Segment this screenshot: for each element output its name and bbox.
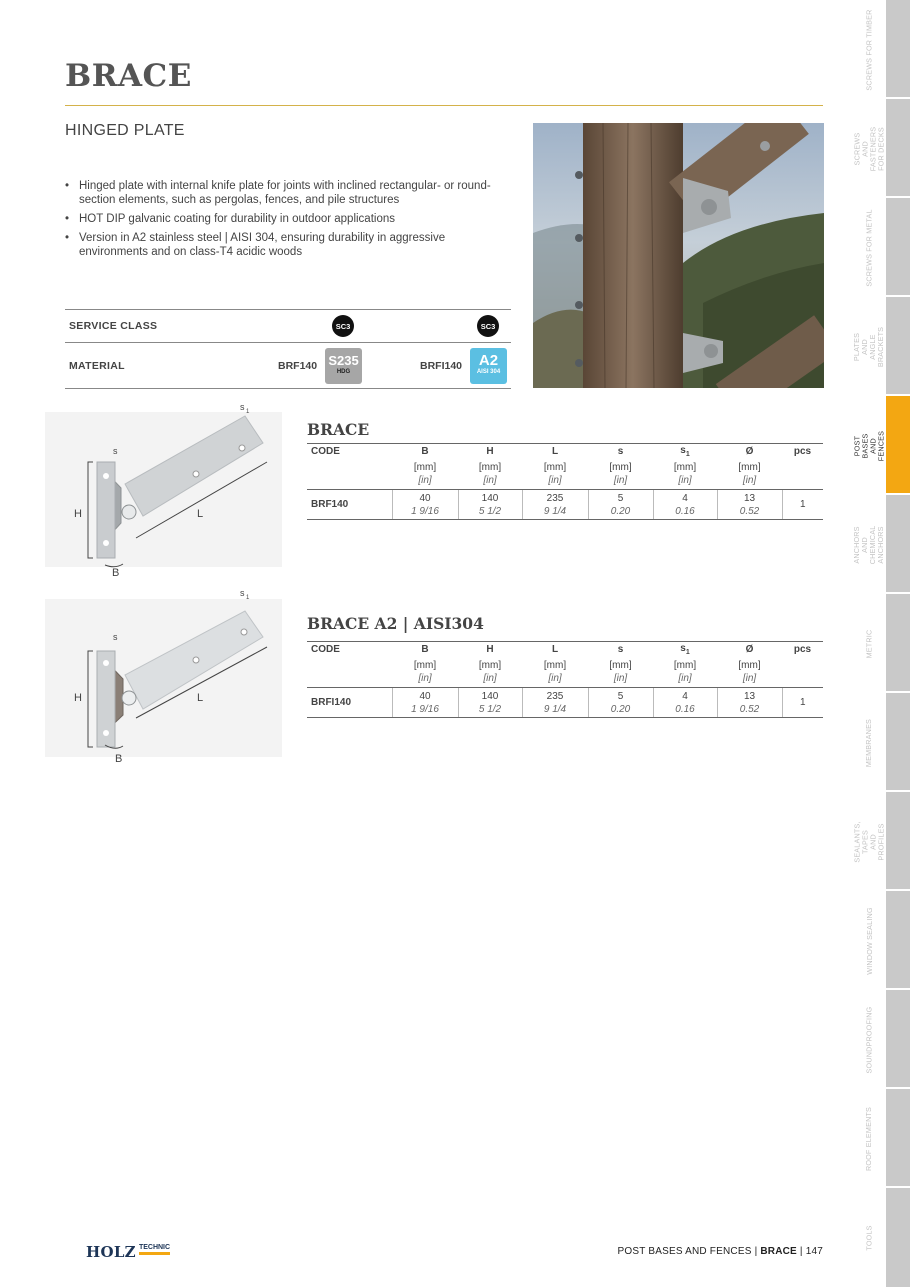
unit-in: [in] [613, 474, 628, 486]
unit-mm: [mm] [478, 461, 502, 473]
sidebar-tab-label: ROOF ELEMENTS [864, 1106, 874, 1171]
material-badge-title: A2 [478, 352, 499, 369]
footer-product: BRACE [760, 1246, 797, 1257]
cell-b-in: 1 9/16 [411, 703, 439, 715]
product-photo [533, 123, 824, 388]
col-header-b: B [421, 445, 429, 457]
unit-in: [in] [418, 672, 432, 684]
feature-item: • Hinged plate with internal knife plate for joints with inclined rectangular- or round-section elements, such as pergolas, fences, and pile structures [65, 179, 515, 207]
dimension-label-s1-sub: 1 [246, 595, 250, 601]
cell-s1-in: 0.16 [675, 703, 695, 715]
logo-sub-text: TECHNIC [139, 1244, 170, 1255]
material-code: BRFI140 [420, 359, 463, 372]
dimension-label-s: s [113, 446, 118, 456]
cell-l-in: 9 1/4 [543, 703, 567, 715]
cell-code: BRF140 [307, 490, 392, 520]
cell-dia-mm: 13 [743, 492, 756, 504]
unit-mm: [mm] [543, 659, 567, 671]
table-header-row [307, 444, 823, 459]
cell-h-mm: 140 [481, 492, 499, 504]
brand-logo [86, 1243, 170, 1261]
col-header-pcs: pcs [793, 643, 812, 655]
unit-mm: [mm] [673, 659, 697, 671]
cell-l-mm: 235 [546, 690, 564, 702]
col-header-l: L [551, 643, 559, 655]
col-header-s1 [653, 444, 717, 459]
cell-b-mm: 40 [419, 492, 431, 504]
sidebar-tab-label: MEMBRANES [864, 718, 874, 767]
unit-in: [in] [483, 672, 497, 684]
col-header-code: CODE [311, 445, 340, 457]
sidebar-tab-screws-decks[interactable] [853, 99, 910, 198]
sidebar-tab-label: SOUNDPROOFING [864, 1006, 874, 1073]
title-divider [65, 105, 823, 106]
col-header-h: H [486, 643, 494, 655]
material-badge-a2 [470, 348, 507, 384]
sidebar-tab-sealants[interactable] [853, 792, 910, 891]
unit-mm: [mm] [673, 461, 697, 473]
sidebar-tab-anchors[interactable] [853, 495, 910, 594]
col-header-diameter: Ø [745, 643, 754, 655]
properties-table [65, 309, 511, 389]
sidebar-tab-roof-elements[interactable] [853, 1089, 910, 1188]
material-label: MATERIAL [69, 359, 125, 372]
page-title: BRACE [65, 58, 192, 94]
cell-dia-mm: 13 [743, 690, 756, 702]
sidebar-tab-soundproofing[interactable] [853, 990, 910, 1089]
sidebar-tab-label: TOOLS [864, 1224, 874, 1251]
service-class-badge: SC3 [332, 315, 354, 337]
table-row [307, 490, 823, 520]
unit-in: [in] [418, 474, 432, 486]
table-units-row [307, 657, 823, 688]
sidebar-tab-window-sealing[interactable] [853, 891, 910, 990]
col-header-l: L [551, 445, 559, 457]
footer-section: POST BASES AND FENCES [617, 1246, 752, 1257]
service-class-label: SERVICE CLASS [69, 320, 158, 332]
page-footer [618, 1246, 823, 1257]
col-header-diameter: Ø [745, 445, 754, 457]
sidebar-tab-tools[interactable] [853, 1188, 910, 1287]
cell-code: BRFI140 [307, 688, 392, 718]
material-row [65, 343, 511, 389]
logo-main-text: HOLZ [86, 1243, 136, 1261]
cell-h-in: 5 1/2 [478, 703, 502, 715]
material-badge-subtitle: AISI 304 [476, 369, 501, 375]
col-header-s: s [617, 643, 624, 655]
cell-h-in: 5 1/2 [478, 505, 502, 517]
sidebar-tab-membranes[interactable] [853, 693, 910, 792]
dimension-label-b: B [112, 567, 120, 579]
material-badge-s235 [325, 348, 362, 384]
cell-s1-mm: 4 [682, 690, 688, 702]
dimension-label-l: L [197, 692, 204, 704]
cell-b-in: 1 9/16 [411, 505, 439, 517]
technical-drawing-brace-a2 [45, 585, 282, 765]
sidebar-tab-label: PLATES AND ANGLE BRACKETS [852, 326, 886, 367]
cell-s1-mm: 4 [682, 492, 688, 504]
dimension-label-s: s [113, 632, 118, 642]
cell-s1-in: 0.16 [675, 505, 695, 517]
unit-in: [in] [678, 672, 692, 684]
col-header-b: B [421, 643, 429, 655]
col-header-s1-label: s [680, 444, 686, 456]
cell-b-mm: 40 [419, 690, 431, 702]
sidebar-tab-metric[interactable] [853, 594, 910, 693]
unit-mm: [mm] [413, 461, 437, 473]
sidebar-tab-label: POST BASES AND FENCES [852, 430, 886, 461]
material-badge-title: S235 [328, 353, 359, 368]
feature-item: • Version in A2 stainless steel | AISI 304, ensuring durability in aggressive environments and on class-T4 acidic woods [65, 231, 515, 259]
feature-list [65, 179, 515, 264]
material-code: BRF140 [278, 359, 318, 372]
cell-l-mm: 235 [546, 492, 564, 504]
cell-l-in: 9 1/4 [543, 505, 567, 517]
col-header-s1 [653, 642, 717, 657]
unit-mm: [mm] [413, 659, 437, 671]
chapter-sidebar [853, 0, 910, 1287]
dimension-label-b: B [115, 753, 123, 765]
table-header-row [307, 642, 823, 657]
sidebar-tab-label: METRIC [864, 629, 874, 658]
service-class-badge: SC3 [477, 315, 499, 337]
table-units-row [307, 459, 823, 490]
col-header-code: CODE [311, 643, 340, 655]
unit-in: [in] [548, 672, 562, 684]
dimension-label-s1: s [240, 588, 245, 598]
page-number: 147 [805, 1246, 823, 1257]
spec-table-brace-a2 [307, 641, 823, 718]
col-header-s1-label: s [680, 642, 686, 654]
col-header-s1-sub: 1 [685, 450, 690, 458]
sidebar-tab-label: ANCHORS AND CHEMICAL ANCHORS [852, 524, 886, 564]
cell-pcs: 1 [782, 688, 823, 718]
unit-in: [in] [613, 672, 628, 684]
dimension-label-h: H [74, 508, 82, 520]
page-subtitle: HINGED PLATE [65, 122, 185, 139]
col-header-h: H [486, 445, 494, 457]
dimension-label-l: L [197, 508, 204, 520]
dimension-label-h: H [74, 692, 82, 704]
sidebar-tab-screws-for-timber[interactable] [853, 0, 910, 99]
spec-table-brace [307, 443, 823, 520]
unit-in: [in] [742, 474, 757, 486]
service-class-row [65, 310, 511, 343]
unit-mm: [mm] [609, 659, 632, 671]
unit-mm: [mm] [738, 461, 761, 473]
cell-s-mm: 5 [617, 492, 624, 504]
sidebar-tab-label: SCREWS FOR TIMBER [864, 8, 874, 91]
table-title: BRACE A2 | AISI304 [307, 614, 484, 633]
cell-s-in: 0.20 [610, 505, 631, 517]
sidebar-tab-label: SCREWS FOR METAL [864, 208, 874, 287]
cell-s-mm: 5 [617, 690, 624, 702]
sidebar-tab-plates-brackets[interactable] [853, 297, 910, 396]
footer-separator: | [754, 1246, 758, 1257]
unit-mm: [mm] [543, 461, 567, 473]
sidebar-tab-label: WINDOW SEALING [864, 906, 874, 975]
cell-h-mm: 140 [481, 690, 499, 702]
unit-in: [in] [548, 474, 562, 486]
cell-pcs: 1 [782, 490, 823, 520]
dimension-label-s1: s [240, 402, 245, 412]
cell-dia-in: 0.52 [739, 703, 760, 715]
sidebar-tab-label: SCREWS AND FASTENERS FOR DECKS [852, 126, 886, 171]
col-header-s1-sub: 1 [685, 648, 690, 656]
unit-mm: [mm] [478, 659, 502, 671]
unit-in: [in] [678, 474, 692, 486]
feature-item: • HOT DIP galvanic coating for durability in outdoor applications [65, 212, 515, 226]
cell-dia-in: 0.52 [739, 505, 760, 517]
unit-mm: [mm] [738, 659, 761, 671]
table-row [307, 688, 823, 718]
technical-drawing-brace [45, 398, 282, 580]
cell-s-in: 0.20 [610, 703, 631, 715]
sidebar-tab-screws-for-metal[interactable] [853, 198, 910, 297]
sidebar-tab-label: SEALANTS, TAPES AND PROFILES [852, 820, 886, 863]
material-badge-subtitle: HDG [336, 369, 351, 375]
table-title: BRACE [307, 420, 370, 439]
sidebar-tab-post-bases-fences[interactable] [853, 396, 910, 495]
footer-separator: | [799, 1246, 803, 1257]
col-header-pcs: pcs [793, 445, 812, 457]
unit-in: [in] [742, 672, 757, 684]
dimension-label-s1-sub: 1 [246, 409, 250, 415]
col-header-s: s [617, 445, 624, 457]
unit-mm: [mm] [609, 461, 632, 473]
unit-in: [in] [483, 474, 497, 486]
